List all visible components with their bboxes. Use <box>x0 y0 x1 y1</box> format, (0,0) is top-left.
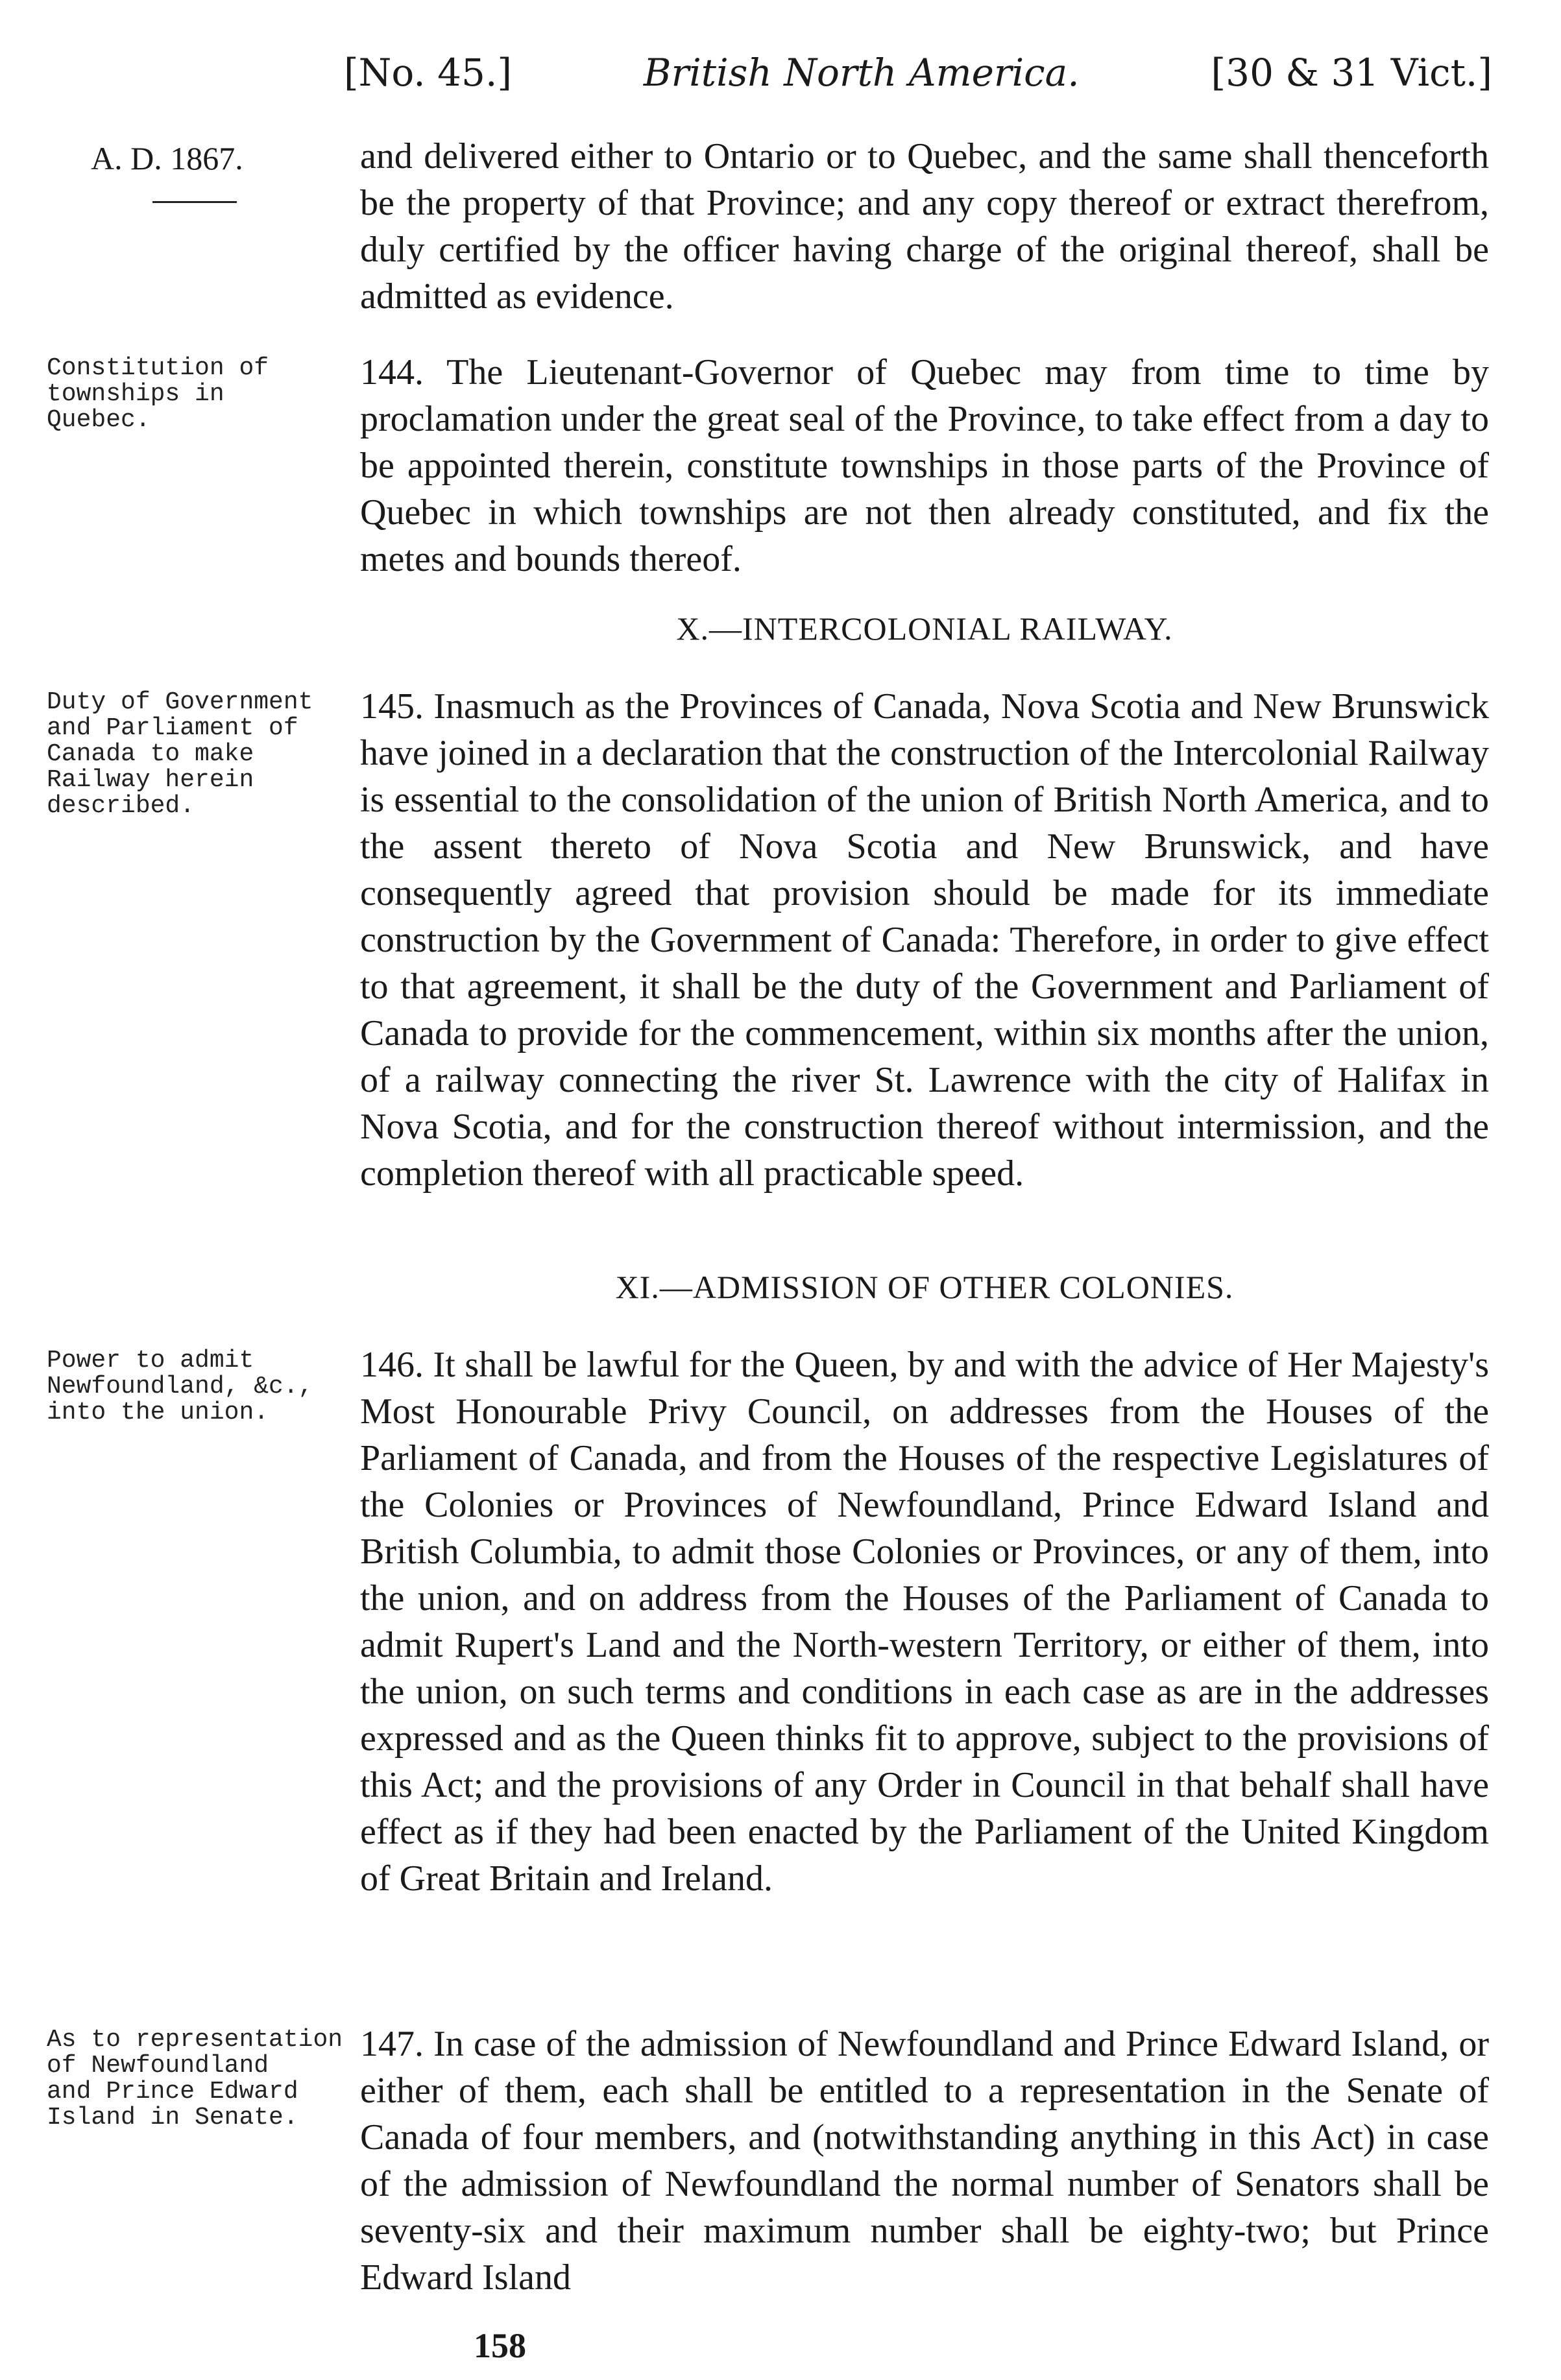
running-head <box>344 51 1492 109</box>
act-title: British North America. <box>643 51 1080 95</box>
margin-note-147: As to representation of Newfoundland and Prince Edward Island in Senate. <box>47 2026 343 2132</box>
margin-note-146: Power to admit Newfoundland, &c., into the union. <box>47 1347 313 1426</box>
paragraph-145: 145. Inasmuch as the Provinces of Canada, Nova Scotia and New Brunswick have joined in a declaration that the construction of the Intercolonial Railway is essential to the consolidation of the union of British North America, and to the assent thereto of Nova Scotia and New Brunswick, and have consequently agreed that provision should be made for its immediate construction by the Government of Canada: Therefore, in order to give effect to that agreement, it shall be the duty of the Government and Parliament of Canada to provide for the commencement, within six months after the union, of a railway connecting the river St. Lawrence with the city of Halifax in Nova Scotia, and for the construction thereof without intermission, and the completion thereof with all practicable speed. <box>360 686 1489 1194</box>
paragraph-147: 147. In case of the admission of Newfoundland and Prince Edward Island, or either of them, each shall be entitled to a representation in the Senate of Canada of four members, and (notwithstanding anything in this Act) in case of the admission of Newfoundland the normal number of Senators shall be seventy-six and their maximum number shall be eighty-two; but Prince Edward Island <box>360 2024 1489 2298</box>
margin-date-rule <box>152 201 237 203</box>
section-heading-intercolonial-railway: X.—INTERCOLONIAL RAILWAY. <box>676 610 1173 647</box>
section-heading-admission-of-other-colonies: XI.—ADMISSION OF OTHER COLONIES. <box>615 1269 1234 1305</box>
paragraph-144: 144. The Lieutenant-Governor of Quebec may from time to time by proclamation under the great seal of the Province, to take effect from a day to be appointed therein, constitute townships in those parts of the Province of Quebec in which townships are not then already constituted, and fix the metes and bounds thereof. <box>360 352 1489 579</box>
regnal-year: [30 & 31 Vict.] <box>1211 51 1492 95</box>
paragraph-146: 146. It shall be lawful for the Queen, by and with the advice of Her Majesty's Most Honourable Privy Council, on addresses from the Houses of the Parliament of Canada, and from the Houses of the respective Legislatures of the Colonies or Provinces of Newfoundland, Prince Edward Island and British Columbia, to admit those Colonies or Provinces, or any of them, into the union, and on address from the Houses of the Parliament of Canada to admit Rupert's Land and the North-western Territory, or either of them, into the union, on such terms and conditions in each case as are in the addresses expressed and as the Queen thinks fit to approve, subject to the provisions of this Act; and the provisions of any Order in Council in that behalf shall have effect as if they had been enacted by the Parliament of the United Kingdom of Great Britain and Ireland. <box>360 1345 1489 1899</box>
margin-date: A. D. 1867. <box>91 140 243 176</box>
page-number: 158 <box>474 2326 526 2365</box>
margin-note-145: Duty of Government and Parliament of Canada to make Railway herein described. <box>47 688 313 820</box>
margin-note-144: Constitution of townships in Quebec. <box>47 354 269 434</box>
act-number: [No. 45.] <box>344 51 513 95</box>
paragraph-continuation: and delivered either to Ontario or to Quebec, and the same shall thenceforth be the property of that Province; and any copy thereof or extract therefrom, duly certified by the officer having charge of the original thereof, shall be admitted as evidence. <box>360 136 1489 317</box>
